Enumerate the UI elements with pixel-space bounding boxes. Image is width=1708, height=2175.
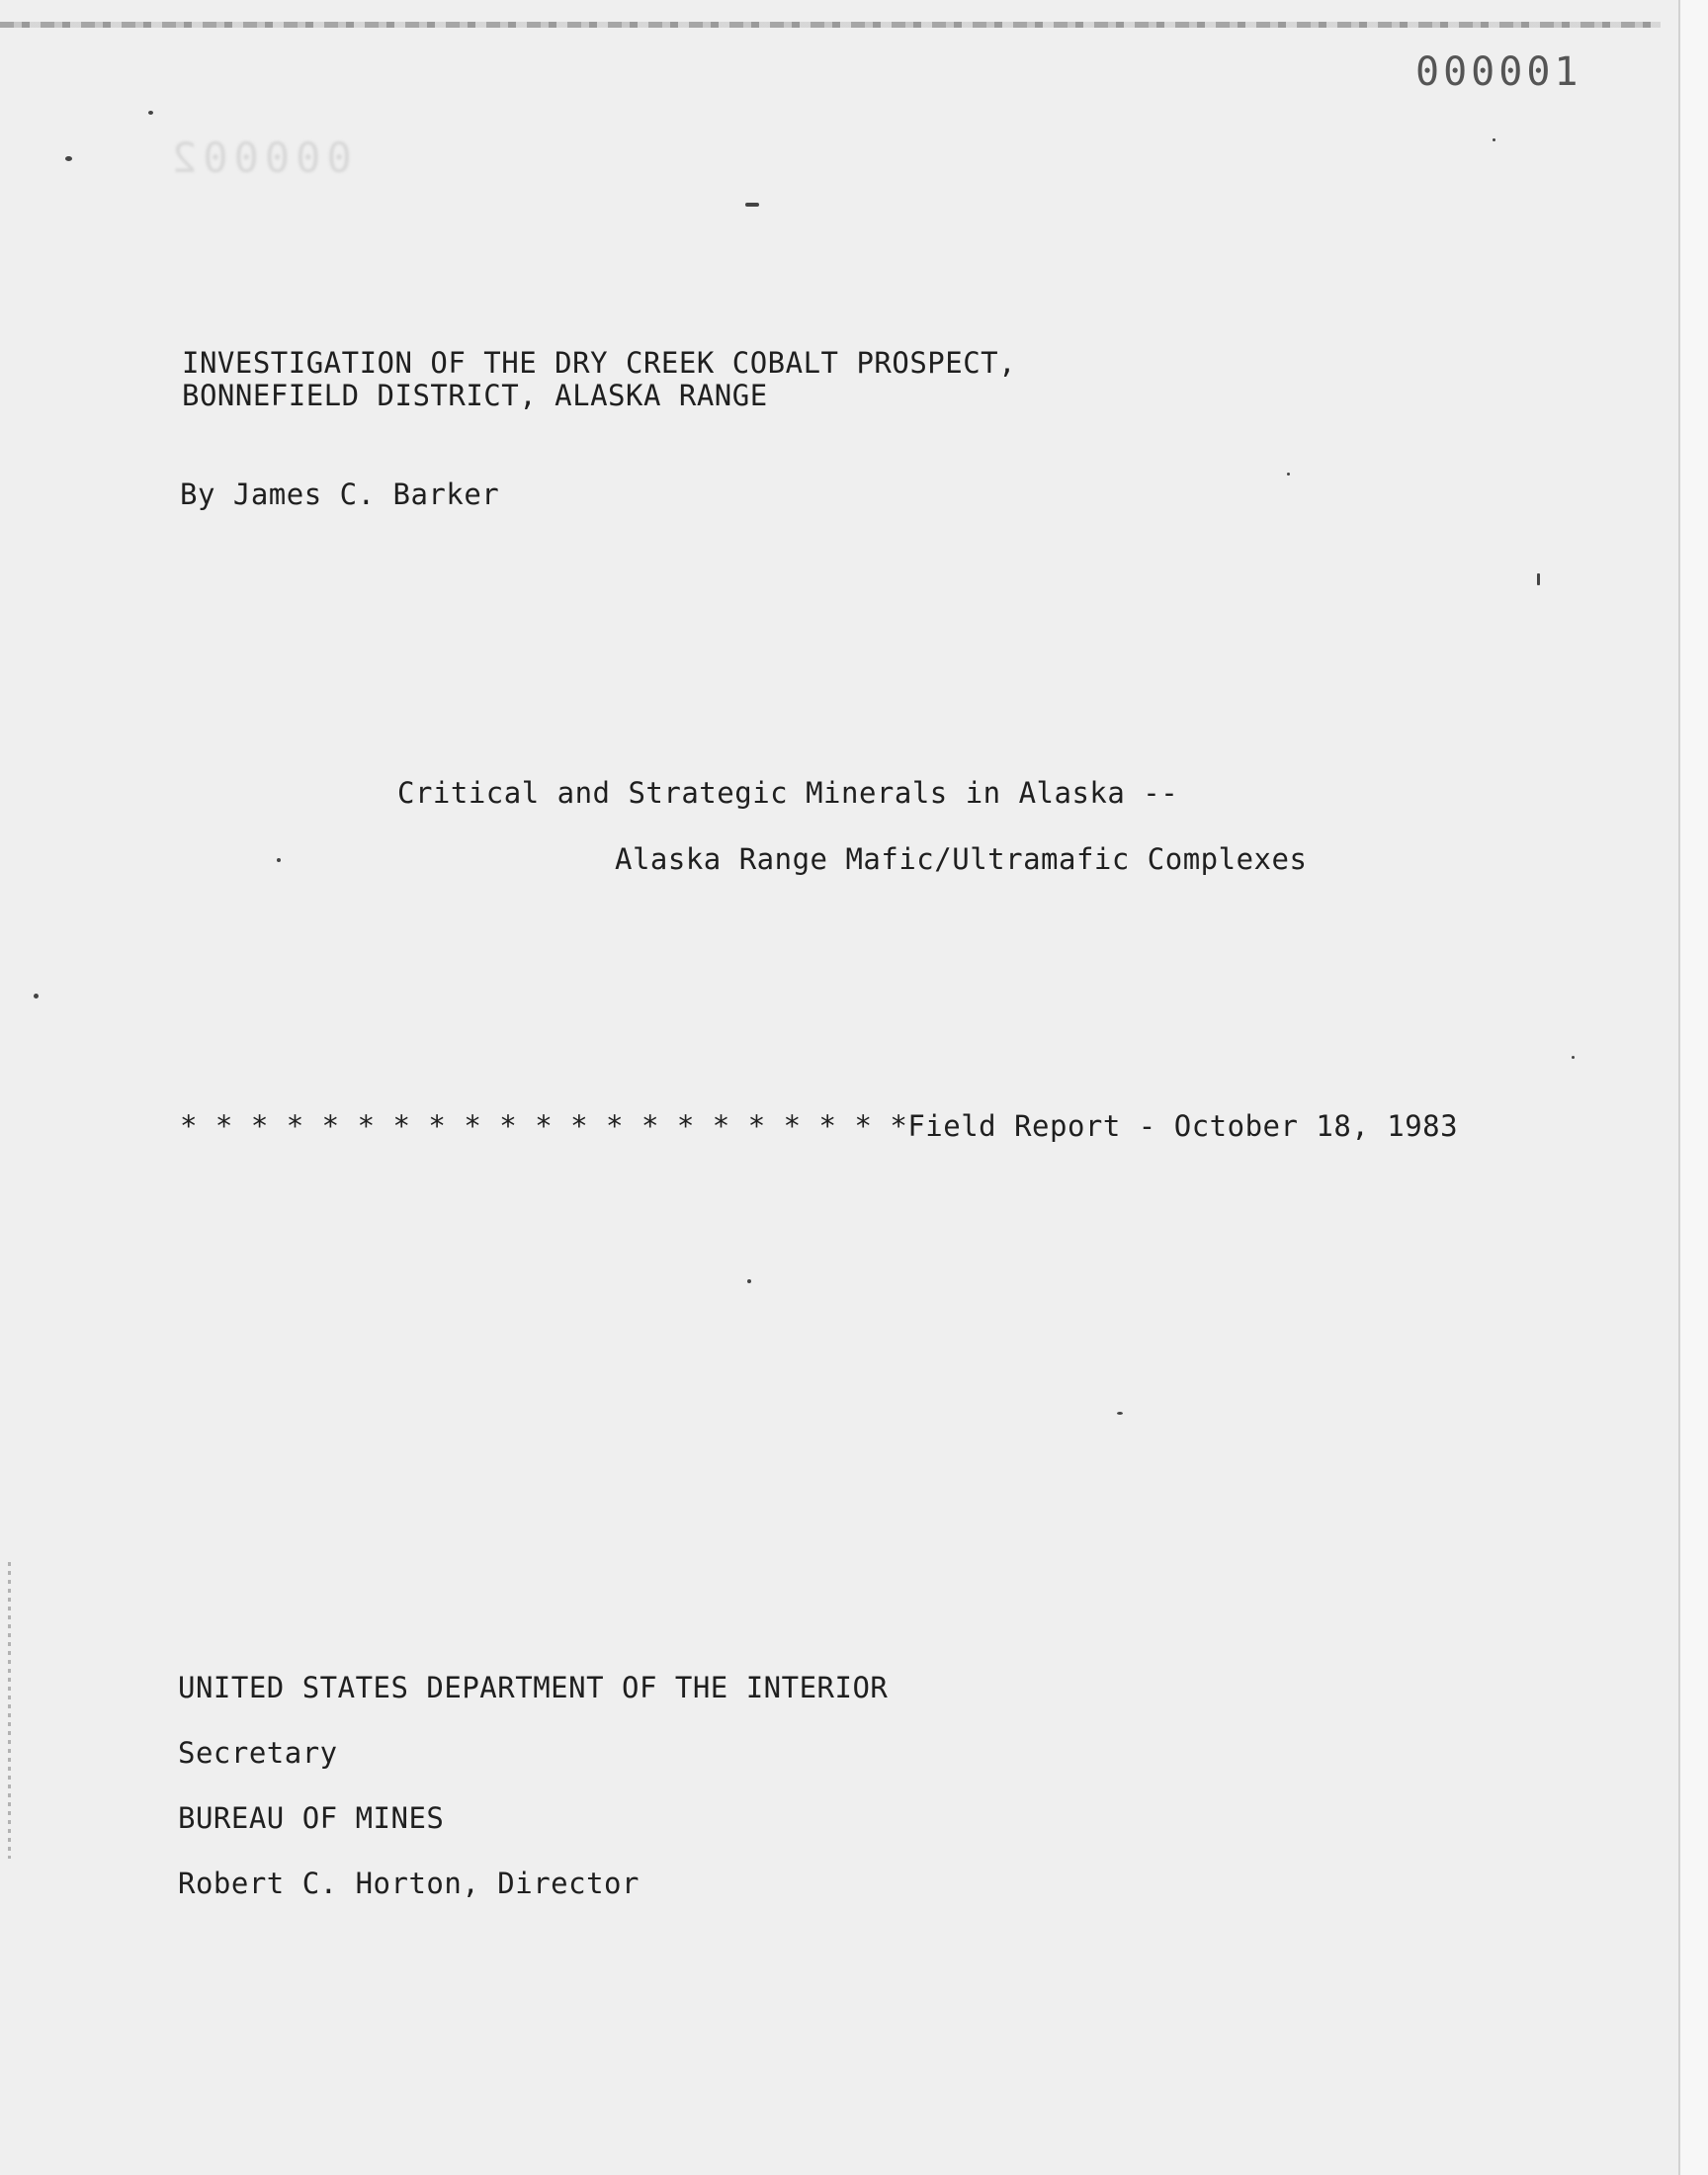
scan-speck xyxy=(745,203,759,207)
scan-speck xyxy=(747,1279,751,1283)
scan-speck xyxy=(1117,1412,1123,1415)
page-number: 000001 xyxy=(1415,49,1582,95)
scan-speck xyxy=(65,156,72,161)
director-name: Robert C. Horton, Director xyxy=(178,1867,640,1900)
scan-binding-marks xyxy=(8,1562,11,1859)
bleed-through-number: 000002 xyxy=(166,133,352,182)
scan-speck xyxy=(1287,473,1290,476)
scan-speck xyxy=(148,111,153,115)
bureau-name: BUREAU OF MINES xyxy=(178,1801,445,1835)
scan-speck xyxy=(1493,138,1495,141)
department-name: UNITED STATES DEPARTMENT OF THE INTERIOR xyxy=(178,1671,889,1704)
scan-right-edge xyxy=(1678,0,1708,2175)
scan-speck xyxy=(1537,573,1540,585)
author-line: By James C. Barker xyxy=(180,478,500,511)
field-report-line: * * * * * * * * * * * * * * * * * * * * *Field Report - October 18, 1983 xyxy=(180,1109,1459,1143)
scan-speck xyxy=(1572,1056,1575,1059)
scan-top-edge xyxy=(0,22,1661,28)
report-title-line-1: INVESTIGATION OF THE DRY CREEK COBALT PROSPECT, xyxy=(182,346,1017,380)
series-title-line-2: Alaska Range Mafic/Ultramafic Complexes xyxy=(615,842,1308,876)
secretary-label: Secretary xyxy=(178,1736,338,1770)
scan-speck xyxy=(277,858,281,862)
report-title-line-2: BONNEFIELD DISTRICT, ALASKA RANGE xyxy=(182,379,768,412)
series-title-line-1: Critical and Strategic Minerals in Alaska -- xyxy=(397,776,1179,810)
scan-speck xyxy=(34,994,39,999)
